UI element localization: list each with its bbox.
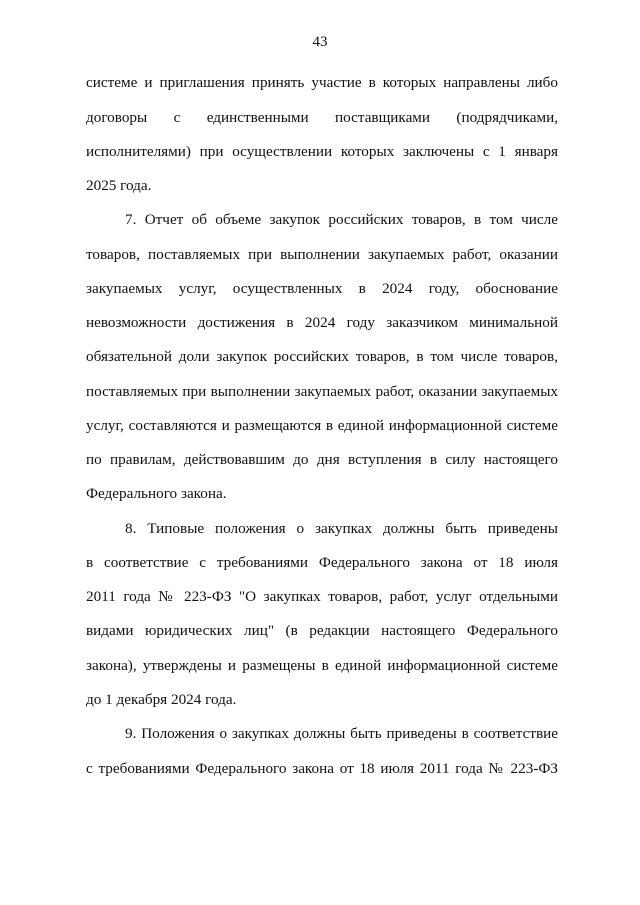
- text-line: 2011 года № 223-ФЗ "О закупках товаров, работ, услуг отдельными: [86, 588, 558, 605]
- text-line: закона), утверждены и размещены в единой информационной системе: [86, 657, 558, 674]
- text-line: 2025 года.: [86, 177, 152, 194]
- text-line: системе и приглашения принять участие в которых направлены либо: [86, 74, 558, 91]
- text-line: Федерального закона.: [86, 485, 227, 502]
- paragraph-9-first-line: 9. Положения о закупках должны быть приведены в соответствие: [125, 725, 558, 742]
- text-line: исполнителями) при осуществлении которых заключены с 1 января: [86, 143, 558, 160]
- text-line: услуг, составляются и размещаются в единой информационной системе: [86, 417, 558, 434]
- paragraph-8-first-line: 8. Типовые положения о закупках должны быть приведены: [125, 520, 558, 537]
- text-line: с требованиями Федерального закона от 18 июля 2011 года № 223-ФЗ: [86, 760, 558, 777]
- text-line: товаров, поставляемых при выполнении закупаемых работ, оказании: [86, 246, 558, 263]
- page-number: 43: [312, 34, 328, 50]
- text-line: видами юридических лиц" (в редакции настоящего Федерального: [86, 622, 558, 639]
- text-line: в соответствие с требованиями Федерального закона от 18 июля: [86, 554, 558, 571]
- text-line: до 1 декабря 2024 года.: [86, 691, 237, 708]
- text-line: договоры с единственными поставщиками (подрядчиками,: [86, 109, 558, 126]
- text-line: поставляемых при выполнении закупаемых работ, оказании закупаемых: [86, 383, 558, 400]
- text-line: по правилам, действовавшим до дня вступления в силу настоящего: [86, 451, 558, 468]
- paragraph-7-first-line: 7. Отчет об объеме закупок российских товаров, в том числе: [125, 211, 558, 228]
- text-line: закупаемых услуг, осуществленных в 2024 году, обоснование: [86, 280, 558, 297]
- text-line: невозможности достижения в 2024 году заказчиком минимальной: [86, 314, 558, 331]
- text-line: обязательной доли закупок российских товаров, в том числе товаров,: [86, 348, 558, 365]
